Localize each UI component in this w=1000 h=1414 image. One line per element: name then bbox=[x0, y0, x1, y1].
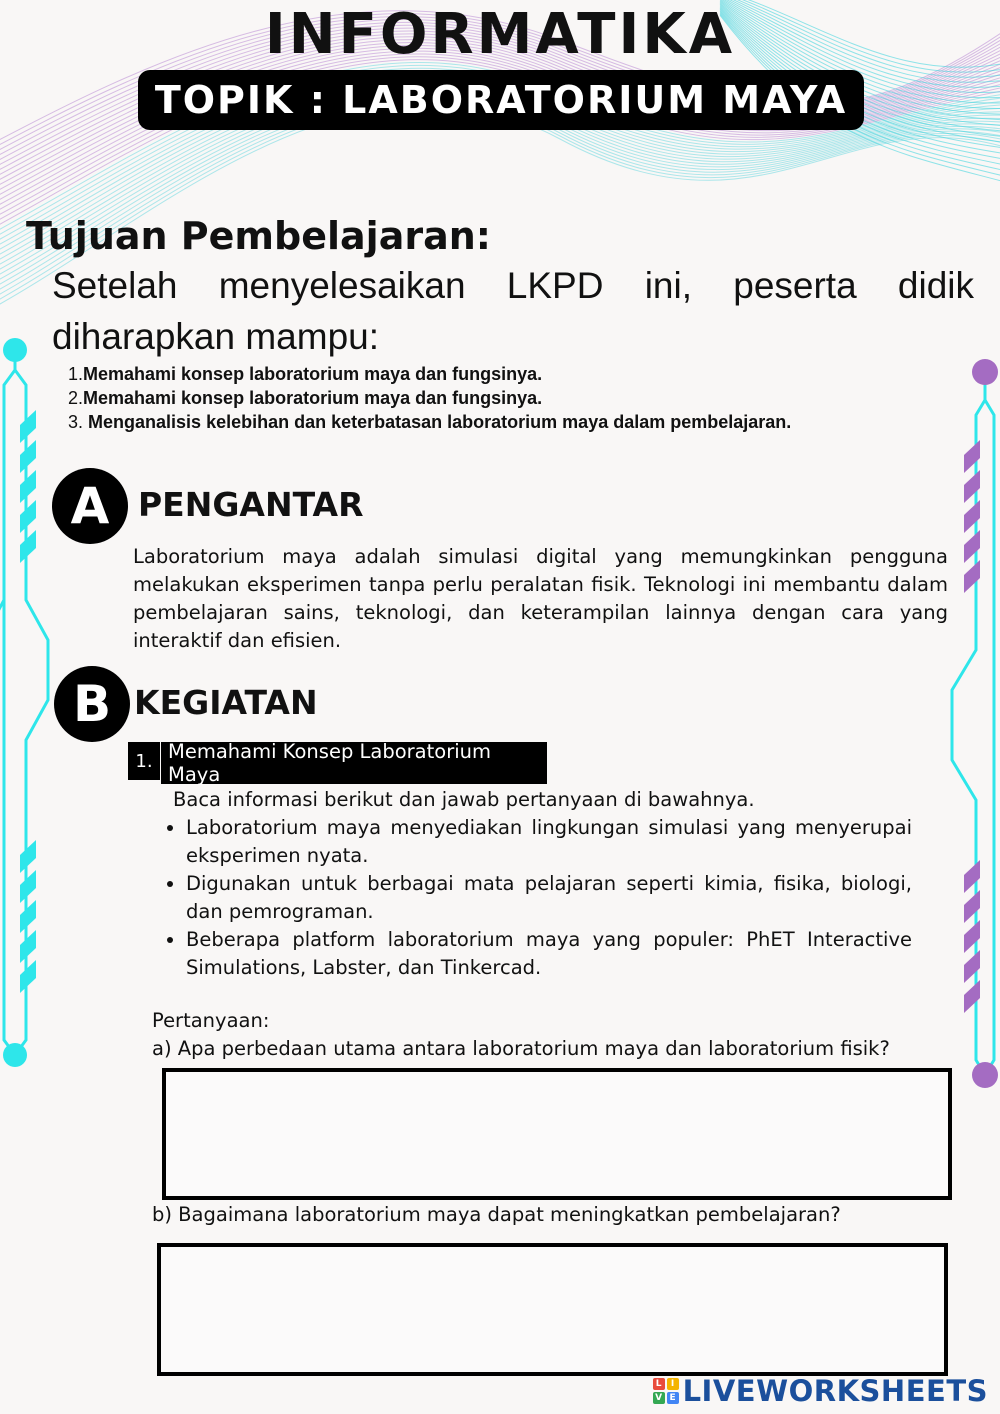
section-a-body: Laboratorium maya adalah simulasi digital yang memungkinkan pengguna melakukan eksperimen tanpa perlu peralatan fisik. Teknologi ini membantu dalam pembelajaran sains, teknologi, dan keterampilan lainnya dengan cara yang interaktif dan efisien. bbox=[133, 545, 948, 652]
goals-intro: Setelah menyelesaikan LKPD ini, peserta didik diharapkan mampu: bbox=[52, 265, 974, 357]
question-b: b) Bagaimana laboratorium maya dapat meningkatkan pembelajaran? bbox=[152, 1203, 841, 1226]
goal-item bbox=[68, 410, 791, 434]
info-item: • Digunakan untuk berbagai mata pelajaran seperti kimia, fisika, biologi, dan pemrograman. bbox=[186, 870, 912, 926]
questions-label: Pertanyaan: bbox=[152, 1009, 270, 1032]
logo-letter: I bbox=[667, 1378, 679, 1390]
question-a: a) Apa perbedaan utama antara laboratorium maya dan laboratorium fisik? bbox=[152, 1037, 890, 1060]
document-title: INFORMATIKA bbox=[264, 2, 736, 67]
step-title: Memahami Konsep Laboratorium Maya bbox=[161, 742, 547, 784]
goal-number: 3. bbox=[68, 412, 84, 432]
goal-item bbox=[68, 362, 791, 386]
liveworksheets-brand bbox=[653, 1374, 988, 1408]
section-a-title: PENGANTAR bbox=[138, 485, 364, 524]
logo-letter: E bbox=[667, 1392, 679, 1404]
goal-number: 2. bbox=[68, 388, 84, 408]
goal-text: Memahami konsep laboratorium maya dan fungsinya. bbox=[83, 388, 543, 408]
left-stripes bbox=[20, 410, 36, 993]
logo-letter: V bbox=[653, 1392, 665, 1404]
goals-heading: Tujuan Pembelajaran: bbox=[26, 214, 491, 258]
section-a-badge: A bbox=[52, 468, 128, 544]
topic-banner: TOPIK : LABORATORIUM MAYA bbox=[138, 70, 864, 130]
info-list bbox=[158, 814, 912, 982]
goal-text: Memahami konsep laboratorium maya dan fungsinya. bbox=[83, 364, 543, 384]
info-item: • Laboratorium maya menyediakan lingkungan simulasi yang menyerupai eksperimen nyata. bbox=[186, 814, 912, 870]
section-b-badge: B bbox=[54, 666, 130, 742]
answer-b-box[interactable] bbox=[157, 1243, 948, 1376]
info-item: • Beberapa platform laboratorium maya yang populer: PhET Interactive Simulations, Labster, dan Tinkercad. bbox=[186, 926, 912, 982]
goal-text: Menganalisis kelebihan dan keterbatasan laboratorium maya dalam pembelajaran. bbox=[88, 412, 792, 432]
brand-name: LIVEWORKSHEETS bbox=[682, 1374, 988, 1408]
right-stripes bbox=[964, 440, 980, 1013]
section-b-title: KEGIATAN bbox=[134, 683, 318, 722]
answer-a-box[interactable] bbox=[162, 1068, 952, 1200]
logo-letter: L bbox=[653, 1378, 665, 1390]
goal-number: 1. bbox=[68, 364, 84, 384]
step-instruction: Baca informasi berikut dan jawab pertanyaan di bawahnya. bbox=[173, 788, 755, 811]
liveworksheets-logo-icon bbox=[653, 1378, 679, 1404]
goals-list bbox=[68, 362, 791, 434]
goal-item bbox=[68, 386, 791, 410]
step-number: 1. bbox=[128, 742, 160, 780]
